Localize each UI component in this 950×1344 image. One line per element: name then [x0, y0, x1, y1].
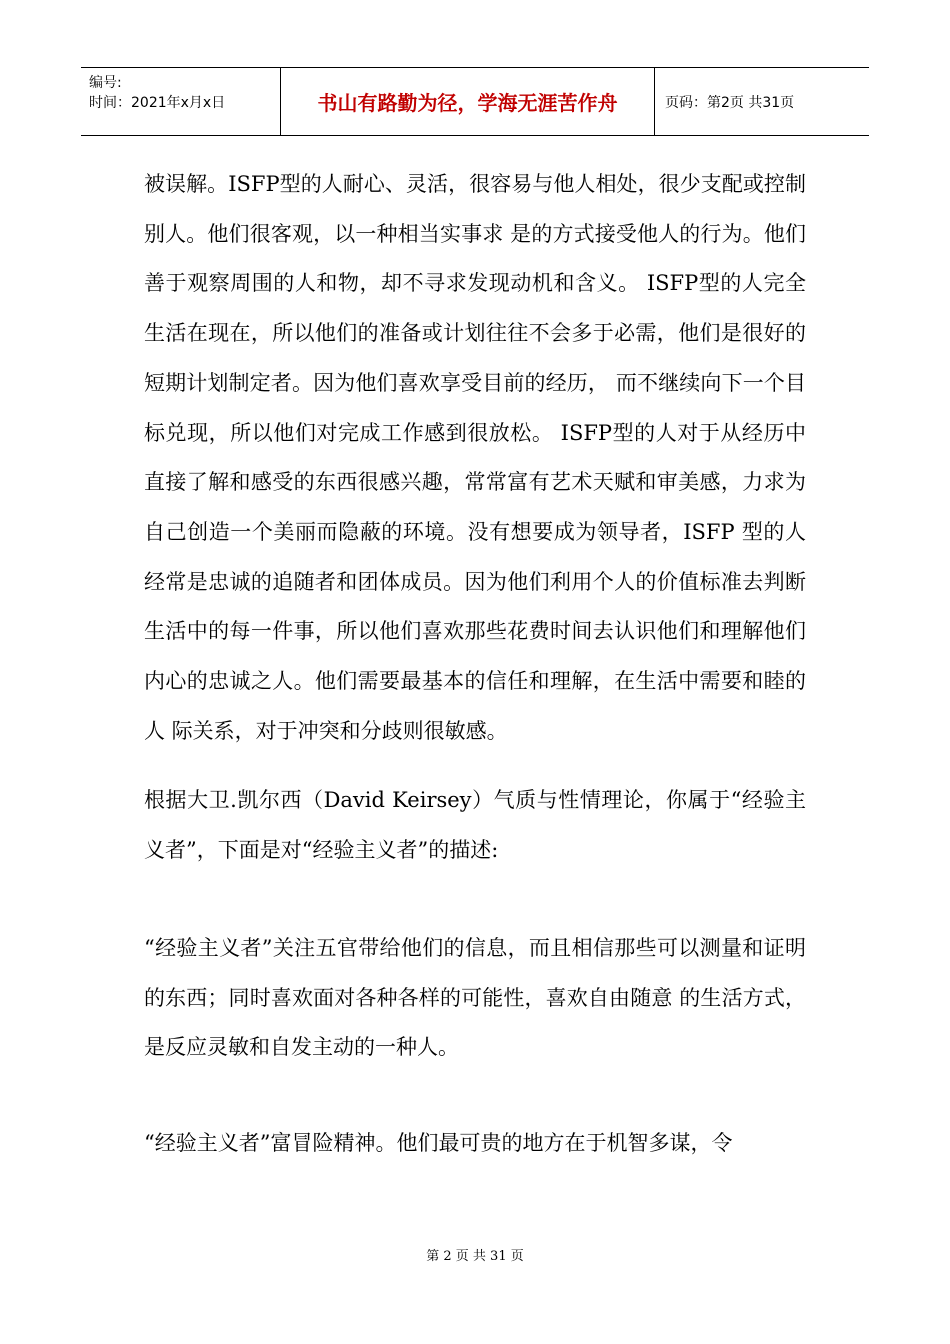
- header-page-info: 页码：第2页 共31页: [665, 94, 795, 111]
- time-label: 时间：2021年x月x日: [89, 95, 226, 111]
- page-header: [81, 67, 869, 136]
- number-label: 编号:: [89, 75, 122, 91]
- paragraph-isfp: 被误解。ISFP型的人耐心、灵活，很容易与他人相处，很少支配或控制别人。他们很客观，以一种相当实事求 是的方式接受他人的行为。他们善于观察周围的人和物，却不寻求发现动机和含义。 ISFP型的人完全生活在现在，所以他们的准备或计划往往不会多于必需，他们是很好的短期计划制定者。因为他们喜欢享受目前的经历， 而不继续向下一个目标兑现，所以他们对完成工作感到很放松。 ISFP型的人对于从经历中直接了解和感受的东西很感兴趣，常常富有艺术天赋和审美感，力求为自己创造一个美丽而隐蔽的环境。没有想要成为领导者，ISFP 型的人经常是忠诚的追随者和团体成员。因为他们利用个人的价值标准去判断生活中的每一件事，所以他们喜欢那些花费时间去认识他们和理解他们内心的忠诚之人。他们需要最基本的信任和理解，在生活中需要和睦的人 际关系，对于冲突和分歧则很敏感。: [144, 172, 806, 743]
- header-meta: [81, 68, 281, 135]
- paragraph-experientialist-senses: “经验主义者”关注五官带给他们的信息，而且相信那些可以测量和证明的东西；同时喜欢面对各种各样的可能性，喜欢自由随意 的生活方式，是反应灵敏和自发主动的一种人。: [144, 935, 806, 1060]
- page-footer: 第 2 页 共 31 页: [426, 1249, 524, 1264]
- document-body: [144, 160, 806, 1169]
- paragraph-experientialist-adventure: “经验主义者”富冒险精神。他们最可贵的地方在于机智多谋，令: [144, 1130, 733, 1155]
- paragraph-keirsey: 根据大卫.凯尔西（David Keirsey）气质与性情理论，你属于“经验主义者”，下面是对“经验主义者”的描述:: [144, 788, 806, 863]
- header-motto: 书山有路勤为径，学海无涯苦作舟: [281, 68, 655, 135]
